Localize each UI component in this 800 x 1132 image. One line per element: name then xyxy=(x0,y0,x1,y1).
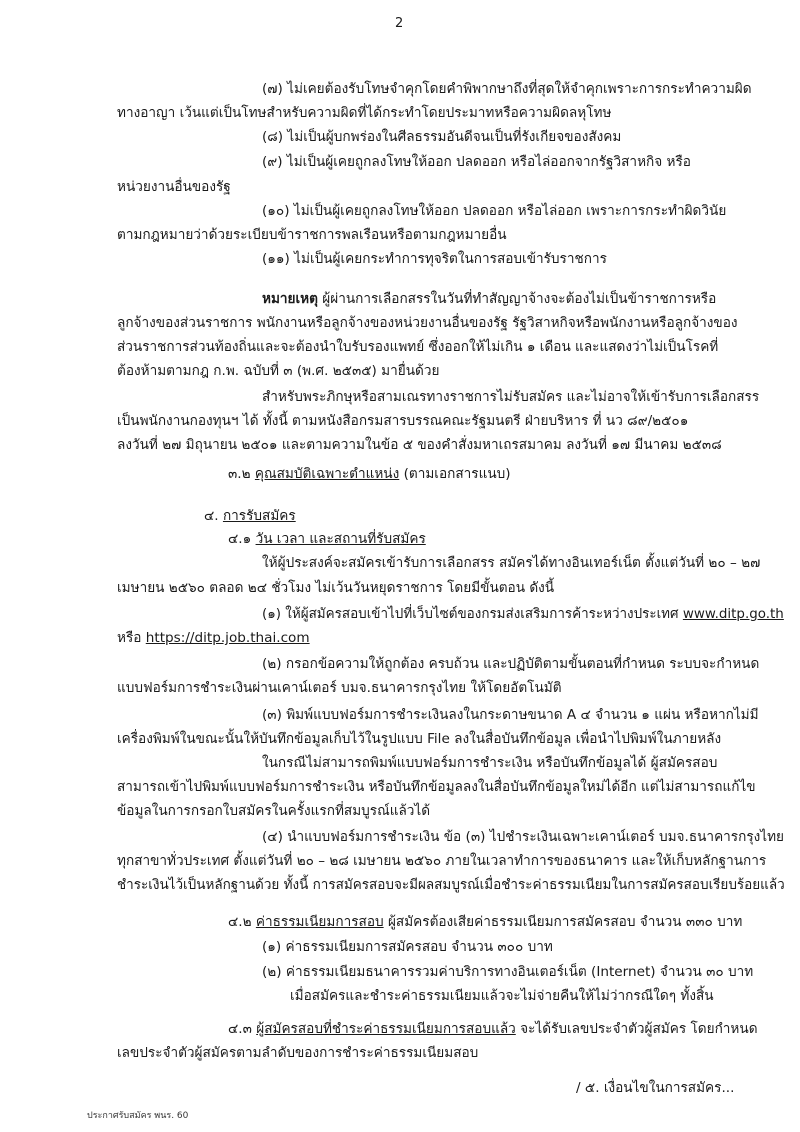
ditp-job-link[interactable]: https://ditp.job.thai.com xyxy=(145,630,310,646)
qualification-10-line-1: (๑๐) ไม่เป็นผู้เคยถูกลงโทษให้ออก ปลดออก หรือไล่ออก เพราะการกระทำผิดวินัย xyxy=(262,203,727,219)
note-text: ผู้ผ่านการเลือกสรรในวันที่ทำสัญญาจ้างจะต้องไม่เป็นข้าราชการหรือ xyxy=(317,291,717,307)
step-2-line-2: แบบฟอร์มการชำระเงินผ่านเคาน์เตอร์ บมจ.ธนาคารกรุงไทย ให้โดยอัตโนมัติ xyxy=(117,680,562,696)
note-line-4: ต้องห้ามตามกฎ ก.พ. ฉบับที่ ๓ (พ.ศ. ๒๕๓๕) มายื่นด้วย xyxy=(117,363,440,379)
section-4-1-title: วัน เวลา และสถานที่รับสมัคร xyxy=(255,531,426,547)
note-line-1 xyxy=(262,289,716,309)
step-1-line-2 xyxy=(117,628,310,648)
step-3-line-3: ในกรณีไม่สามารถพิมพ์แบบฟอร์มการชำระเงิน หรือบันทึกข้อมูลได้ ผู้สมัครสอบ xyxy=(262,755,718,771)
fee-item-2-line-2: เมื่อสมัครและชำระค่าธรรมเนียมแล้วจะไม่จ่ายคืนให้ไม่ว่ากรณีใดๆ ทั้งสิ้น xyxy=(290,988,714,1004)
continuation-note: / ๕. เงื่อนไขในการสมัคร... xyxy=(576,1080,735,1096)
qualification-8: (๘) ไม่เป็นผู้บกพร่องในศีลธรรมอันดีจนเป็นที่รังเกียจของสังคม xyxy=(262,129,622,145)
section-4-3-text: จะได้รับเลขประจำตัวผู้สมัคร โดยกำหนด xyxy=(515,1021,758,1037)
step-1-line-1 xyxy=(262,604,784,624)
qualification-7-line-2: ทางอาญา เว้นแต่เป็นโทษสำหรับความผิดที่ได้กระทำโดยประมาทหรือความผิดลหุโทษ xyxy=(117,105,612,121)
section-4 xyxy=(204,506,296,526)
section-3-2 xyxy=(228,464,511,484)
ditp-website-link[interactable]: www.ditp.go.th xyxy=(682,606,784,622)
note-heading: หมายเหตุ xyxy=(262,291,318,307)
monk-paragraph-line-3: ลงวันที่ ๒๗ มิถุนายน ๒๕๐๑ และตามความในข้อ ๕ ของคำสั่งมหาเถรสมาคม ลงวันที่ ๑๗ มีนาคม ๒๕๓๘ xyxy=(117,437,722,453)
section-4-3-line-2: เลขประจำตัวผู้สมัครตามลำดับของการชำระค่าธรรมเนียมสอบ xyxy=(117,1045,479,1061)
step-1-or-text: หรือ xyxy=(117,630,146,646)
qualification-10-line-2: ตามกฎหมายว่าด้วยระเบียบข้าราชการพลเรือนหรือตามกฎหมายอื่น xyxy=(117,227,507,243)
step-3-line-1: (๓) พิมพ์แบบฟอร์มการชำระเงินลงในกระดาษขนาด A ๔ จำนวน ๑ แผ่น หรือหากไม่มี xyxy=(262,707,759,723)
step-4-line-3: ชำระเงินไว้เป็นหลักฐานด้วย ทั้งนี้ การสมัครสอบจะมีผลสมบูรณ์เมื่อชำระค่าธรรมเนียมในการสมัครสอบเรียบร้อยแล้ว xyxy=(117,877,785,893)
section-4-1 xyxy=(228,529,426,549)
qualification-7-line-1: (๗) ไม่เคยต้องรับโทษจำคุกโดยคำพิพากษาถึงที่สุดให้จำคุกเพราะการกระทำความผิด xyxy=(262,81,752,97)
section-4-title: การรับสมัคร xyxy=(222,508,296,524)
step-2-line-1: (๒) กรอกข้อความให้ถูกต้อง ครบถ้วน และปฏิบัติตามขั้นตอนที่กำหนด ระบบจะกำหนด xyxy=(262,656,760,672)
section-4-3-title: ผู้สมัครสอบที่ชำระค่าธรรมเนียมการสอบแล้ว xyxy=(256,1021,516,1037)
section-4-1-intro-line-1: ให้ผู้ประสงค์จะสมัครเข้ารับการเลือกสรร สมัครได้ทางอินเทอร์เน็ต ตั้งแต่วันที่ ๒๐ – ๒๗ xyxy=(262,555,761,571)
section-4-3 xyxy=(228,1019,758,1039)
fee-item-2-line-1: (๒) ค่าธรรมเนียมธนาคารรวมค่าบริการทางอินเตอร์เน็ต (Internet) จำนวน ๓๐ บาท xyxy=(262,964,754,980)
section-4-2-number: ๔.๒ xyxy=(228,914,256,930)
section-4-1-number: ๔.๑ xyxy=(228,531,256,547)
qualification-9-line-1: (๙) ไม่เป็นผู้เคยถูกลงโทษให้ออก ปลดออก หรือไล่ออกจากรัฐวิสาหกิจ หรือ xyxy=(262,154,691,170)
page-number: 2 xyxy=(395,16,404,31)
qualification-9-line-2: หน่วยงานอื่นของรัฐ xyxy=(117,179,231,195)
step-3-line-4: สามารถเข้าไปพิมพ์แบบฟอร์มการชำระเงิน หรือบันทึกข้อมูลลงในสื่อบันทึกข้อมูลใหม่ได้อีก แต่ไม่สามารถแก้ไข xyxy=(117,779,756,795)
step-4-line-1: (๔) นำแบบฟอร์มการชำระเงิน ข้อ (๓) ไปชำระเงินเฉพาะเคาน์เตอร์ บมจ.ธนาคารกรุงไทย xyxy=(262,829,785,845)
section-4-number: ๔. xyxy=(204,508,223,524)
section-4-2 xyxy=(228,912,742,932)
footer-text: ประกาศรับสมัคร พนร. 60 xyxy=(87,1111,189,1121)
step-3-line-5: ข้อมูลในการกรอกใบสมัครในครั้งแรกที่สมบูรณ์แล้วได้ xyxy=(117,803,431,819)
section-4-3-number: ๔.๓ xyxy=(228,1021,257,1037)
monk-paragraph-line-1: สำหรับพระภิกษุหรือสามเณรทางราชการไม่รับสมัคร และไม่อาจให้เข้ารับการเลือกสรร xyxy=(262,389,760,405)
fee-item-1: (๑) ค่าธรรมเนียมการสมัครสอบ จำนวน ๓๐๐ บาท xyxy=(262,939,553,955)
note-line-3: ส่วนราชการส่วนท้องถิ่นและจะต้องนำใบรับรองแพทย์ ซึ่งออกให้ไม่เกิน ๑ เดือน และแสดงว่าไม่เป็นโรคที่ xyxy=(117,339,719,355)
qualification-11: (๑๑) ไม่เป็นผู้เคยกระทำการทุจริตในการสอบเข้ารับราชการ xyxy=(262,251,607,267)
section-3-2-number: ๓.๒ xyxy=(228,466,255,482)
step-3-line-2: เครื่องพิมพ์ในขณะนั้นให้บันทึกข้อมูลเก็บไว้ในรูปแบบ File ลงในสื่อบันทึกข้อมูล เพื่อนำไปพิมพ์ในภายหลัง xyxy=(117,731,722,747)
section-4-2-title: ค่าธรรมเนียมการสอบ xyxy=(255,914,384,930)
section-4-1-intro-line-2: เมษายน ๒๕๖๐ ตลอด ๒๔ ชั่วโมง ไม่เว้นวันหยุดราชการ โดยมีขั้นตอน ดังนี้ xyxy=(117,580,555,596)
note-line-2: ลูกจ้างของส่วนราชการ พนักงานหรือลูกจ้างของหน่วยงานอื่นของรัฐ รัฐวิสาหกิจหรือพนักงานหรือลูกจ้างของ xyxy=(117,315,738,331)
monk-paragraph-line-2: เป็นพนักงานกองทุนฯ ได้ ทั้งนี้ ตามหนังสือกรมสารบรรณคณะรัฐมนตรี ฝ่ายบริหาร ที่ นว ๘๙/๒๕๐๑ xyxy=(117,413,689,429)
section-3-2-title: คุณสมบัติเฉพาะตำแหน่ง xyxy=(254,466,400,482)
step-4-line-2: ทุกสาขาทั่วประเทศ ตั้งแต่วันที่ ๒๐ – ๒๘ เมษายน ๒๕๖๐ ภายในเวลาทำการของธนาคาร และให้เก็บหลักฐานการ xyxy=(117,853,767,869)
section-4-2-text: ผู้สมัครต้องเสียค่าธรรมเนียมการสมัครสอบ จำนวน ๓๓๐ บาท xyxy=(383,914,743,930)
section-3-2-suffix: (ตามเอกสารแนบ) xyxy=(399,466,511,482)
step-1-text: (๑) ให้ผู้สมัครสอบเข้าไปที่เว็บไซต์ของกรมส่งเสริมการค้าระหว่างประเทศ xyxy=(262,606,683,622)
